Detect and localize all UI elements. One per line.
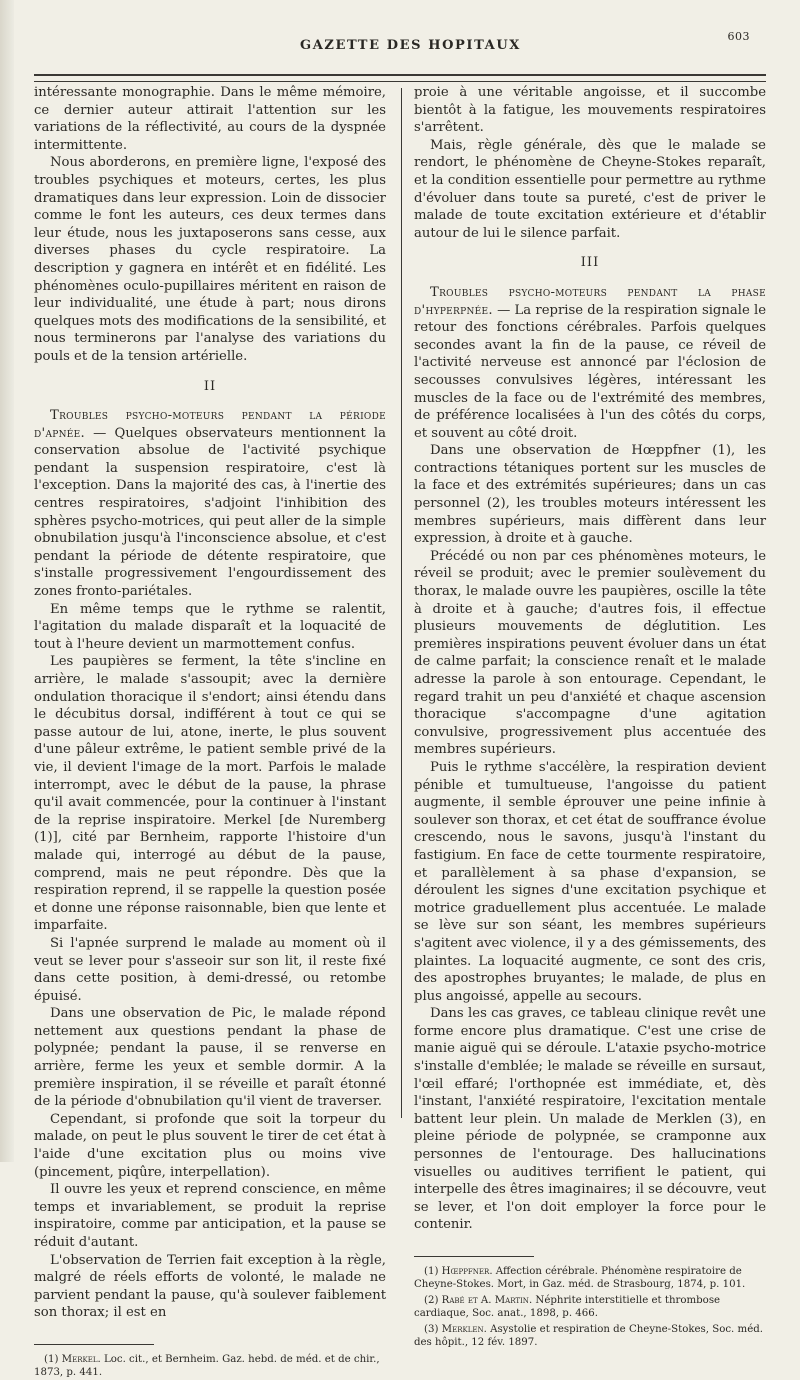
section-title: Troubles psycho-moteurs pendant la phase d'hyperpnée.: [414, 284, 766, 318]
paragraph: Dans les cas graves, ce tableau clinique revêt une forme encore plus dramatique. C'est une crise de manie aiguë qui se déroule. L'ataxie psycho-motrice s'installe d'emblée; le malade se réveille en sursaut, l'œil effaré; l'orthopnée est immédiate, et, dès l'instant, l'anxiété respiratoire, l'excitation mentale battent leur plein. Un malade de Merklen (3), en pleine période de polypnée, se cramponne aux personnes de l'entourage. Des hallucinations visuelles ou auditives terrifient le patient, qui interpelle des êtres imaginaires; il se découvre, veut se lever, et l'on doit employer la force pour le contenir.: [414, 1006, 766, 1233]
paragraph: L'observation de Terrien fait exception à la règle, malgré de réels efforts de volonté, le malade ne parvient pendant la pause, qu'à soulever faiblement son thorax; il est en: [34, 1252, 386, 1321]
paragraph: Mais, règle générale, dès que le malade se rendort, le phénomène de Cheyne-Stokes reparaît, et la condition essentielle pour permettre au rythme d'évoluer dans toute sa pureté, c'est de priver le malade de toute excitation extérieure et d'établir autour de lui le silence parfait.: [414, 137, 766, 241]
paragraph: Nous aborderons, en première ligne, l'exposé des troubles psychiques et moteurs, certes, les plus dramatiques dans leur expression. Loin de dissocier comme le font les auteurs, ces deux termes dans leur étude, nous les juxtaposerons sans cesse, aux diverses phases du cycle respiratoire. La description y gagnera en intérêt et en fidélité. Les phénomènes oculo-pupillaires méritent en raison de leur individualité, une étude à part; nous dirons quelques mots des modifications de la sensibilité, et nous terminerons par l'analyse des variations du pouls et de la tension artérielle.: [34, 155, 386, 364]
footnote-rule: [414, 1256, 534, 1257]
footnote-text: . Affection cérébrale. Phénomène respiratoire de Cheyne-Stokes. Mort, in Gaz. méd. de Strasbourg, 1874, p. 101.: [414, 1266, 746, 1291]
paragraph: Les paupières se ferment, la tête s'incline en arrière, le malade s'assoupit; avec la dernière ondulation thoracique il s'endort; ainsi étendu dans le décubitus dorsal, indifférent à tout ce qui se passe autour de lui, atone, inerte, le plus souvent d'une pâleur extrême, le patient semble privé de la vie, il devient l'image de la mort. Parfois le malade interrompt, avec le début de la pause, la phrase qu'il avait commencée, pour la continuer à l'instant de la reprise inspiratoire. Merkel [de Nuremberg (1)], cité par Bernheim, rapporte l'histoire d'un malade qui, interrogé au début de la pause, comprend, mais ne peut répondre. Dès que la respiration reprend, il se rappelle la question posée et donne une réponse raisonnable, bien que lente et imparfaite.: [34, 654, 386, 934]
footnote: [414, 1265, 766, 1292]
footnotes: [414, 1265, 766, 1349]
running-title: GAZETTE DES HOPITAUX: [300, 38, 521, 53]
header-rule-thin: [34, 81, 766, 82]
footnote-author: Hœppfner: [441, 1266, 490, 1277]
section-paragraph: [34, 407, 386, 601]
left-column: [34, 84, 386, 1379]
footnotes: [34, 1353, 386, 1380]
paragraph: Si l'apnée surprend le malade au moment où il veut se lever pour s'asseoir sur son lit, il reste fixé dans cette position, à demi-dressé, ou retombe épuisé.: [34, 935, 386, 1004]
footnote-rule: [34, 1344, 154, 1345]
paragraph: Cependant, si profonde que soit la torpeur du malade, on peut le plus souvent le tirer de cet état à l'aide d'une excitation plus ou moins vive (pincement, piqûre, interpellation).: [34, 1111, 386, 1180]
footnote-author: Rabé et A. Martin: [441, 1294, 529, 1306]
paragraph: Dans une observation de Pic, le malade répond nettement aux questions pendant la phase de polypnée; pendant la pause, il se renverse en arrière, ferme les yeux et semble dormir. A la première inspiration, il se réveille et paraît étonné de la période d'obnubilation qu'il vient de traverser.: [34, 1006, 386, 1110]
footnote: [414, 1294, 766, 1321]
paragraph: intéressante monographie. Dans le même mémoire, ce dernier auteur attirait l'attention sur les variations de la réflectivité, au cours de la dyspnée intermittente.: [34, 85, 386, 153]
footnote-author: Merklen: [441, 1323, 484, 1335]
footnote: [34, 1353, 386, 1380]
paragraph: Il ouvre les yeux et reprend conscience, en même temps et invariablement, se produit la reprise inspiratoire, comme par anticipation, et la pause se réduit d'autant.: [34, 1182, 386, 1250]
section-title: Troubles psycho-moteurs pendant la période d'apnée.: [34, 408, 386, 441]
section-text: — La reprise de la respiration signale le retour des fonctions cérébrales. Parfois quelques secondes avant la fin de la pause, ce réveil de l'activité nerveuse est annoncé par l'éclosion de secousses convulsives légères, intéressant les muscles de la face ou de l'extrémité des membres, de préférence localisées à l'un des côtés du corps, et souvent au côté droit.: [414, 302, 766, 441]
footnote-text: . Asystolie et respiration de Cheyne-Stokes, Soc. méd. des hôpit., 12 fév. 1897.: [414, 1323, 763, 1349]
section-number: III: [580, 255, 600, 271]
paragraph: Dans une observation de Hœppfner (1), les contractions tétaniques portent sur les muscles de la face et des extrémités supérieures; dans un cas personnel (2), les troubles moteurs intéressent les membres supérieurs, mais diffèrent dans leur expression, à droite et à gauche.: [414, 443, 766, 547]
paragraph: Précédé ou non par ces phénomènes moteurs, le réveil se produit; avec le premier soulèvement du thorax, le malade ouvre les paupières, oscille la tête à droite et à gauche; d'autres fois, il effectue plusieurs mouvements de déglutition. Les premières inspirations peuvent évoluer dans un état de calme parfait; la conscience renaît et le malade adresse la parole à son entourage. Cependant, le regard trahit un peu d'anxiété et chaque ascension thoracique s'accompagne d'une agitation convulsive, progressivement plus accentuée des membres supérieurs.: [414, 548, 766, 758]
footnote-marker: (1): [44, 1353, 62, 1365]
page-header: [0, 26, 800, 66]
footnote-marker: (3): [424, 1323, 442, 1335]
right-column: [414, 84, 766, 1349]
section-text: — Quelques observateurs mentionnent la conservation absolue de l'activité psychique pendant la suspension respiratoire, c'est là l'exception. Dans la majorité des cas, à l'inertie des centres respiratoires, s'adjoint l'inhibition des sphères psycho-motrices, qui peut aller de la simple obnubilation jusqu'à l'inconscience absolue, et c'est pendant la période de détente respiratoire, que s'installe progressivement l'engourdissement des zones fronto-pariétales.: [34, 425, 386, 600]
paragraph: En même temps que le rythme se ralentit, l'agitation du malade disparaît et la loquacité de tout à l'heure devient un marmottement confus.: [34, 601, 386, 652]
footnote-marker: (2): [424, 1294, 442, 1306]
footnote-text: . Néphrite interstitielle et thrombose cardiaque, Soc. anat., 1898, p. 466.: [414, 1294, 721, 1320]
footnote-author: Merkel: [61, 1353, 98, 1365]
column-divider: [401, 88, 402, 1118]
footnote-text: . Loc. cit., et Bernheim. Gaz. hebd. de méd. et de chir., 1873, p. 441.: [34, 1353, 380, 1379]
footnote: [414, 1323, 766, 1350]
header-rule-thick: [34, 74, 766, 76]
section-number: II: [203, 378, 217, 394]
footnote-marker: (1): [424, 1266, 442, 1277]
section-paragraph: [414, 284, 766, 442]
paragraph: Puis le rythme s'accélère, la respiration devient pénible et tumultueuse, l'angoisse du patient augmente, il semble éprouver une peine infinie à soulever son thorax, et cet état de souffrance évolue crescendo, nous le savons, jusqu'à l'instant du fastigium. En face de cette tourmente respiratoire, et parallèlement à sa phase d'expansion, se déroulent les signes d'une excitation psychique et motrice graduellement plus accentuée. Le malade se lève sur son séant, les membres supérieurs s'agitent avec violence, il y a des gémissements, des plaintes. La loquacité augmente, ce sont des cris, des apostrophes bruyantes; le malade, de plus en plus angoissé, appelle au secours.: [414, 759, 766, 1004]
paragraph: proie à une véritable angoisse, et il succombe bientôt à la fatigue, les mouvements respiratoires s'arrêtent.: [414, 85, 766, 136]
page-number: 603: [727, 30, 750, 43]
page-binding-edge: [0, 0, 14, 1162]
